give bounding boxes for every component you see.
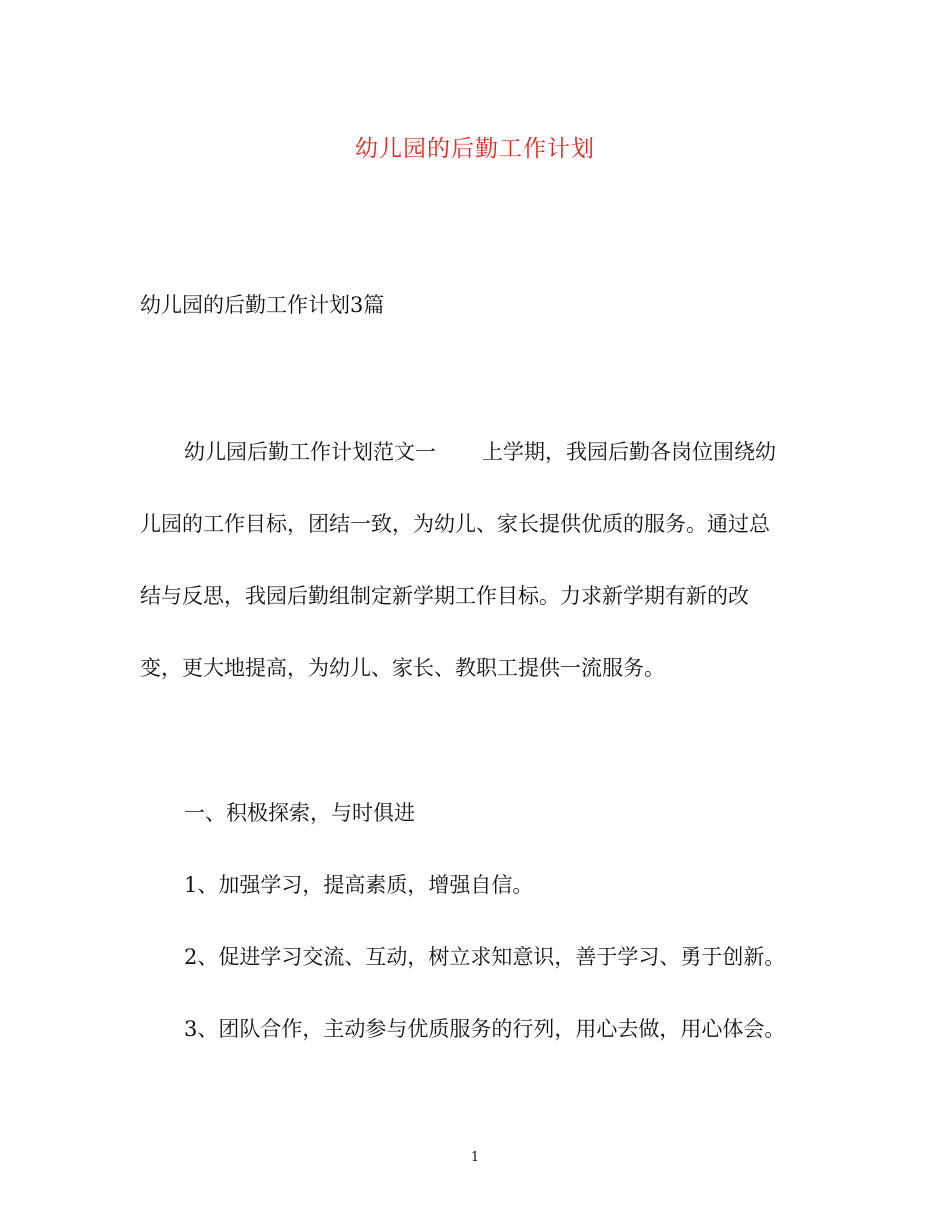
list-item: 3、团队合作，主动参与优质服务的行列，用心去做，用心体会。: [184, 1017, 786, 1041]
section-heading: 一、积极探索，与时俱进: [184, 801, 415, 825]
paragraph-line: [184, 437, 776, 467]
document-title: 幼儿园的后勤工作计划: [355, 136, 595, 162]
paragraph-line: 变，更大地提高，为幼儿、家长、教职工提供一流服务。: [140, 656, 665, 680]
list-item: 2、促进学习交流、互动，树立求知意识，善于学习、勇于创新。: [184, 945, 786, 969]
document-subtitle: 幼儿园的后勤工作计划3篇: [140, 293, 385, 317]
paragraph-heading-text: 幼儿园后勤工作计划范文一: [184, 440, 436, 464]
paragraph-text: 上学期，我园后勤各岗位围绕幼: [482, 440, 776, 464]
list-item: 1、加强学习，提高素质，增强自信。: [184, 873, 534, 897]
page-number: 1: [470, 1150, 480, 1165]
paragraph-line: 儿园的工作目标，团结一致，为幼儿、家长提供优质的服务。通过总: [140, 512, 770, 536]
paragraph-line: 结与反思，我园后勤组制定新学期工作目标。力求新学期有新的改: [140, 584, 749, 608]
